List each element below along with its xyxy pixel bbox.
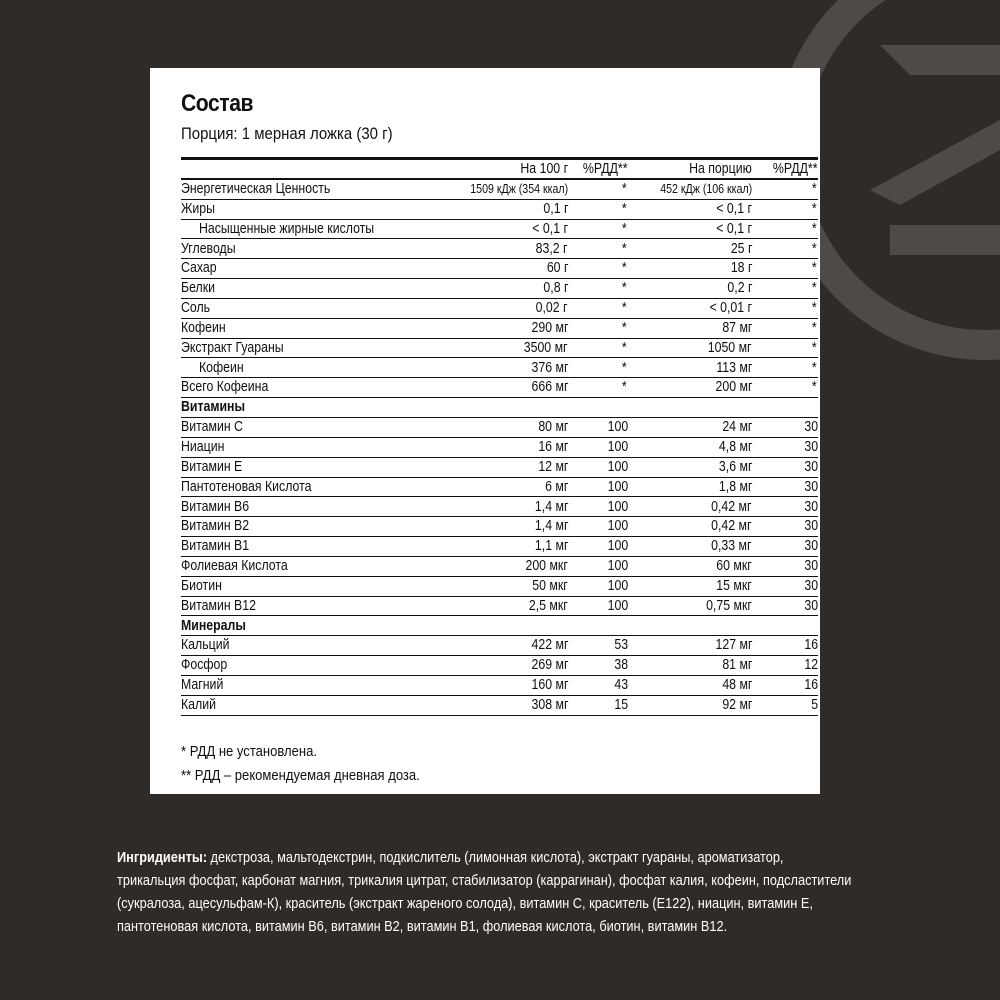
nutrient-name: Биотин xyxy=(181,577,222,594)
value-per-100g: 1,4 мг xyxy=(534,498,568,515)
value-per-100g: 6 мг xyxy=(544,478,568,495)
table-row xyxy=(181,517,818,537)
rdd-per-100g: * xyxy=(622,280,627,297)
value-per-100g: 1,1 мг xyxy=(534,538,568,555)
rdd-per-100g: * xyxy=(622,359,627,376)
section-title: Витамины xyxy=(181,399,246,416)
footnote-rdd-not-set: * РДД не установлена. xyxy=(181,744,317,760)
value-per-portion: 200 мг xyxy=(715,379,752,396)
value-per-100g: 0,8 г xyxy=(542,280,568,297)
value-per-100g: 200 мкг xyxy=(525,558,568,575)
table-row xyxy=(181,497,818,517)
nutrient-name: Энергетическая Ценность xyxy=(181,181,331,198)
rdd-per-portion: 30 xyxy=(804,558,818,575)
nutrient-name: Насыщенные жирные кислоты xyxy=(199,220,375,237)
value-per-portion: 1050 мг xyxy=(708,339,752,356)
value-per-portion: 3,6 мг xyxy=(718,458,752,475)
value-per-100g: 2,5 мкг xyxy=(529,597,568,614)
value-per-portion: < 0,1 г xyxy=(716,200,752,217)
rdd-per-portion: 30 xyxy=(804,577,818,594)
value-per-portion: 81 мг xyxy=(721,657,752,674)
rdd-per-portion: 30 xyxy=(804,597,818,614)
value-per-portion: 48 мг xyxy=(721,677,752,694)
value-per-portion: 18 г xyxy=(730,260,752,277)
rdd-per-portion: * xyxy=(812,260,817,277)
rdd-per-portion: * xyxy=(812,339,817,356)
value-per-portion: 1,8 мг xyxy=(718,478,752,495)
table-row xyxy=(181,438,818,458)
value-per-100g: 83,2 г xyxy=(536,240,568,257)
nutrient-name: Сахар xyxy=(181,260,217,277)
nutrient-name: Магний xyxy=(181,677,224,694)
rdd-per-100g: 100 xyxy=(607,458,628,475)
rdd-per-portion: * xyxy=(812,240,817,257)
value-per-100g: 50 мкг xyxy=(532,577,568,594)
value-per-portion: 0,42 мг xyxy=(711,518,752,535)
footnotes xyxy=(181,740,446,788)
rdd-per-100g: * xyxy=(622,260,627,277)
rdd-per-100g: 100 xyxy=(607,597,628,614)
table-row xyxy=(181,557,818,577)
rdd-per-100g: * xyxy=(622,200,627,217)
rdd-per-100g: 15 xyxy=(614,696,628,713)
table-row xyxy=(181,259,818,279)
ingredients-line-2: трикальция фосфат, карбонат магния, трикалия цитрат, стабилизатор (каррагинан), фосфат калия, кофеин, подсластители xyxy=(117,873,852,889)
rdd-per-portion: * xyxy=(812,200,817,217)
rdd-per-portion: 30 xyxy=(804,419,818,436)
table-row xyxy=(181,220,818,240)
header-per-portion: На порцию xyxy=(689,160,752,177)
nutrition-card xyxy=(150,68,820,794)
value-per-100g: 308 мг xyxy=(531,696,568,713)
value-per-portion: 92 мг xyxy=(721,696,752,713)
nutrient-name: Витамин С xyxy=(181,419,243,436)
table-row xyxy=(181,239,818,259)
value-per-100g: 60 г xyxy=(546,260,568,277)
value-per-100g: 12 мг xyxy=(537,458,568,475)
value-per-portion: 0,2 г xyxy=(726,280,752,297)
nutrient-name: Витамин Е xyxy=(181,458,243,475)
table-row xyxy=(181,636,818,656)
page-title: Состав xyxy=(181,90,254,117)
value-per-portion: 0,75 мкг xyxy=(706,597,752,614)
rdd-per-portion: 16 xyxy=(804,677,818,694)
nutrient-name: Витамин В2 xyxy=(181,518,250,535)
value-per-portion: 87 мг xyxy=(721,319,752,336)
rdd-per-portion: * xyxy=(812,300,817,317)
value-per-portion: 60 мкг xyxy=(716,558,752,575)
value-per-100g: 80 мг xyxy=(537,419,568,436)
rdd-per-100g: 100 xyxy=(607,419,628,436)
ingredients-text-1: декстроза, мальтодекстрин, подкислитель (лимонная кислота), экстракт гуараны, ароматизатор, xyxy=(206,850,784,866)
value-per-100g: 1509 кДж (354 ккал) xyxy=(470,182,568,197)
nutrient-name: Калий xyxy=(181,696,216,713)
table-row xyxy=(181,299,818,319)
value-per-100g: 290 мг xyxy=(531,319,568,336)
table-row xyxy=(181,676,818,696)
value-per-100g: 1,4 мг xyxy=(534,518,568,535)
rdd-per-portion: * xyxy=(812,220,817,237)
rdd-per-100g: 100 xyxy=(607,478,628,495)
value-per-portion: < 0,1 г xyxy=(716,220,752,237)
header-rdd-100g: %РДД** xyxy=(583,160,628,177)
nutrient-name: Кальций xyxy=(181,637,230,654)
value-per-portion: 24 мг xyxy=(721,419,752,436)
nutrient-name: Витамин В12 xyxy=(181,597,256,614)
table-row xyxy=(181,180,818,200)
header-per-100g: На 100 г xyxy=(520,160,568,177)
table-row xyxy=(181,597,818,617)
ingredients-block xyxy=(117,847,852,939)
rdd-per-100g: 53 xyxy=(614,637,628,654)
table-row xyxy=(181,537,818,557)
footnote-rdd-definition: ** РДД – рекомендуемая дневная доза. xyxy=(181,768,420,784)
nutrient-name: Витамин В6 xyxy=(181,498,250,515)
rdd-per-portion: 16 xyxy=(804,637,818,654)
value-per-100g: < 0,1 г xyxy=(532,220,568,237)
rdd-per-portion: * xyxy=(812,359,817,376)
rdd-per-portion: 12 xyxy=(804,657,818,674)
value-per-100g: 376 мг xyxy=(531,359,568,376)
table-row xyxy=(181,378,818,398)
table-row xyxy=(181,418,818,438)
table-row xyxy=(181,478,818,498)
nutrient-name: Соль xyxy=(181,300,211,317)
rdd-per-100g: 100 xyxy=(607,498,628,515)
nutrition-table xyxy=(181,157,818,716)
rdd-per-100g: 100 xyxy=(607,518,628,535)
rdd-per-100g: 100 xyxy=(607,577,628,594)
rdd-per-100g: * xyxy=(622,240,627,257)
value-per-100g: 16 мг xyxy=(537,438,568,455)
nutrient-name: Жиры xyxy=(181,200,215,217)
value-per-portion: 15 мкг xyxy=(716,577,752,594)
rdd-per-portion: * xyxy=(812,181,817,198)
rdd-per-portion: 30 xyxy=(804,538,818,555)
rdd-per-portion: 30 xyxy=(804,438,818,455)
rdd-per-100g: * xyxy=(622,339,627,356)
rdd-per-100g: * xyxy=(622,319,627,336)
nutrient-name: Кофеин xyxy=(199,359,244,376)
rdd-per-100g: * xyxy=(622,220,627,237)
rdd-per-100g: 38 xyxy=(614,657,628,674)
rdd-per-portion: 5 xyxy=(811,696,818,713)
header-rdd-portion: %РДД** xyxy=(773,160,818,177)
ingredients-line-1 xyxy=(117,847,803,870)
rdd-per-portion: * xyxy=(812,379,817,396)
nutrient-name: Кофеин xyxy=(181,319,226,336)
rdd-per-100g: 100 xyxy=(607,438,628,455)
nutrient-name: Всего Кофеина xyxy=(181,379,269,396)
ingredients-line-4: пантотеновая кислота, витамин В6, витамин В2, витамин В1, фолиевая кислота, биотин, витамин В12. xyxy=(117,919,728,935)
rdd-per-portion: 30 xyxy=(804,478,818,495)
table-row xyxy=(181,339,818,359)
table-row xyxy=(181,319,818,339)
value-per-100g: 269 мг xyxy=(531,657,568,674)
rdd-per-100g: 43 xyxy=(614,677,628,694)
ingredients-line-3: (сукралоза, ацесульфам-К), краситель (экстракт жареного солода), витамин С, краситель (Е122), ниацин, витамин Е, xyxy=(117,896,813,912)
value-per-100g: 0,02 г xyxy=(536,300,568,317)
rdd-per-100g: 100 xyxy=(607,558,628,575)
value-per-portion: 25 г xyxy=(730,240,752,257)
value-per-portion: 127 мг xyxy=(715,637,752,654)
value-per-portion: 452 кДж (106 ккал) xyxy=(660,182,752,197)
value-per-100g: 0,1 г xyxy=(542,200,568,217)
nutrient-name: Фолиевая Кислота xyxy=(181,558,288,575)
table-section-row xyxy=(181,398,818,418)
value-per-portion: 0,33 мг xyxy=(711,538,752,555)
nutrient-name: Витамин В1 xyxy=(181,538,250,555)
table-row xyxy=(181,577,818,597)
value-per-portion: 4,8 мг xyxy=(718,438,752,455)
nutrient-name: Белки xyxy=(181,280,216,297)
rdd-per-portion: 30 xyxy=(804,458,818,475)
rdd-per-portion: 30 xyxy=(804,498,818,515)
rdd-per-portion: 30 xyxy=(804,518,818,535)
nutrient-name: Фосфор xyxy=(181,657,228,674)
nutrient-name: Экстракт Гуараны xyxy=(181,339,284,356)
table-row xyxy=(181,200,818,220)
table-header-row xyxy=(181,160,818,180)
table-body xyxy=(181,180,818,716)
value-per-portion: 0,42 мг xyxy=(711,498,752,515)
nutrient-name: Ниацин xyxy=(181,438,225,455)
value-per-portion: < 0,01 г xyxy=(709,300,752,317)
value-per-100g: 422 мг xyxy=(531,637,568,654)
rdd-per-100g: * xyxy=(622,181,627,198)
nutrient-name: Углеводы xyxy=(181,240,236,257)
rdd-per-100g: 100 xyxy=(607,538,628,555)
value-per-100g: 666 мг xyxy=(531,379,568,396)
rdd-per-100g: * xyxy=(622,379,627,396)
table-row xyxy=(181,279,818,299)
nutrient-name: Пантотеновая Кислота xyxy=(181,478,312,495)
table-row xyxy=(181,656,818,676)
table-section-row xyxy=(181,616,818,636)
value-per-100g: 3500 мг xyxy=(524,339,568,356)
table-row xyxy=(181,458,818,478)
portion-size: Порция: 1 мерная ложка (30 г) xyxy=(181,124,393,143)
rdd-per-100g: * xyxy=(622,300,627,317)
ingredients-label: Ингридиенты: xyxy=(117,850,207,866)
value-per-portion: 113 мг xyxy=(715,359,752,376)
section-title: Минералы xyxy=(181,617,246,634)
table-row xyxy=(181,696,818,716)
value-per-100g: 160 мг xyxy=(531,677,568,694)
rdd-per-portion: * xyxy=(812,280,817,297)
rdd-per-portion: * xyxy=(812,319,817,336)
table-row xyxy=(181,358,818,378)
